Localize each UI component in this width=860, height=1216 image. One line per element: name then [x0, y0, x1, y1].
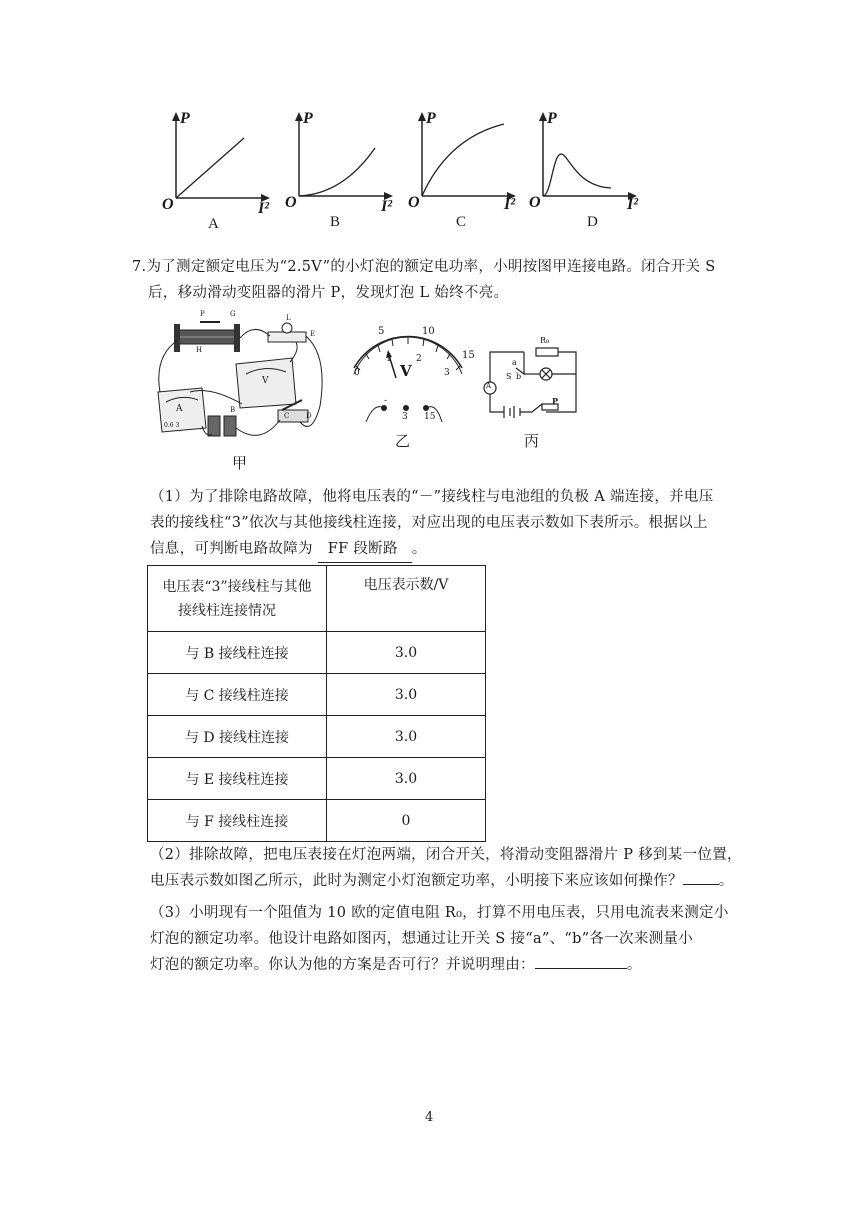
- graph-a-y-label: P: [180, 110, 190, 127]
- graph-c-y-label: P: [426, 110, 436, 127]
- graph-b-x-label: I²: [381, 198, 393, 215]
- graph-d-y-label: P: [547, 110, 557, 127]
- figure-bing-label: 丙: [524, 432, 540, 450]
- graph-d-plot: [527, 108, 645, 238]
- table-row: 与 B 接线柱连接 3.0: [148, 632, 486, 674]
- table-row: 与 C 接线柱连接 3.0: [148, 674, 486, 716]
- question-number: 7.: [132, 259, 147, 275]
- part3-line2: 灯泡的额定功率。他设计电路如图丙，想通过让开关 S 接“a”、“b”各一次来测量小: [150, 931, 694, 947]
- table-header-row: [148, 566, 486, 632]
- part2-line1: （2）排除故障，把电压表接在灯泡两端，闭合开关，将滑动变阻器滑片 P 移到某一位置，: [150, 847, 742, 863]
- graph-c-origin: O: [408, 194, 420, 211]
- graph-d-option: D: [587, 214, 598, 230]
- figure-jia-label: 甲: [232, 454, 248, 472]
- part3-line3: 灯泡的额定功率。你认为他的方案是否可行？并说明理由： 。: [150, 952, 642, 978]
- figure-bing: A a b S R₀ P: [480, 344, 590, 424]
- part1-line3: 信息，可判断电路故障为 FF 段断路 。: [150, 536, 427, 563]
- graph-b-origin: O: [285, 194, 297, 211]
- question-7-line2: 后，移动滑动变阻器的滑片 P，发现灯泡 L 始终不亮。: [148, 285, 509, 301]
- graph-a-origin: O: [162, 196, 174, 213]
- question-7-line1: 7.为了测定额定电压为“2.5V”的小灯泡的额定电功率，小明按图甲连接电路。闭合开关 S: [132, 259, 716, 275]
- graph-b-y-label: P: [303, 110, 313, 127]
- graph-b-curve: [299, 148, 375, 196]
- graph-a-curve: [176, 138, 244, 198]
- table-row: 与 D 接线柱连接 3.0: [148, 716, 486, 758]
- voltage-table: [147, 565, 486, 842]
- graph-a-x-label: I²: [258, 200, 270, 217]
- graph-c-option: C: [456, 214, 467, 230]
- figure-yi: 5 10 15 0 1 2 3 V - 3 15: [336, 322, 476, 432]
- part3-answer-blank[interactable]: [535, 954, 627, 969]
- graph-d-origin: O: [529, 194, 541, 211]
- graph-d-x-label: I²: [627, 196, 639, 213]
- graph-b-option: B: [330, 214, 341, 230]
- graph-b-plot: [283, 108, 401, 238]
- circuit-diagram: [480, 344, 590, 424]
- circuit-photo-drawing: [150, 316, 330, 466]
- table-row: 与 E 接线柱连接 3.0: [148, 758, 486, 800]
- part1-line2: 表的接线柱“3”依次与其他接线柱连接，对应出现的电压表示数如下表所示。根据以上: [150, 515, 708, 531]
- part2-line2: 电压表示数如图乙所示，此时为测定小灯泡额定功率，小明接下来应该如何操作？ 。: [150, 868, 734, 894]
- graph-a-plot: [160, 108, 278, 238]
- graph-c-curve: [422, 124, 504, 196]
- part1-answer-blank[interactable]: FF 段断路: [318, 536, 412, 563]
- part3-line1: （3）小明现有一个阻值为 10 欧的定值电阻 R₀，打算不用电压表，只用电流表来测定小: [150, 905, 729, 921]
- figure-yi-label: 乙: [395, 432, 411, 450]
- part1-line1: （1）为了排除电路故障，他将电压表的“－”接线柱与电池组的负极 A 端连接，并电压: [150, 489, 714, 505]
- graph-d: [527, 108, 645, 238]
- graph-a-option: A: [208, 216, 219, 232]
- page-number: 4: [425, 1110, 434, 1125]
- graph-c: [406, 108, 524, 238]
- graph-d-curve: [543, 154, 611, 196]
- part2-answer-blank[interactable]: [683, 870, 719, 885]
- graph-b: [283, 108, 401, 238]
- table-header-connection: 电压表“3”接线柱与其他 接线柱连接情况: [148, 566, 327, 632]
- graph-c-x-label: I²: [504, 196, 516, 213]
- graph-a: [160, 108, 278, 238]
- table-header-voltage: 电压表示数/V: [327, 566, 486, 632]
- table-row: 与 F 接线柱连接 0: [148, 800, 486, 842]
- figure-jia: P G L H E V A B C D 0.6 3: [150, 316, 330, 466]
